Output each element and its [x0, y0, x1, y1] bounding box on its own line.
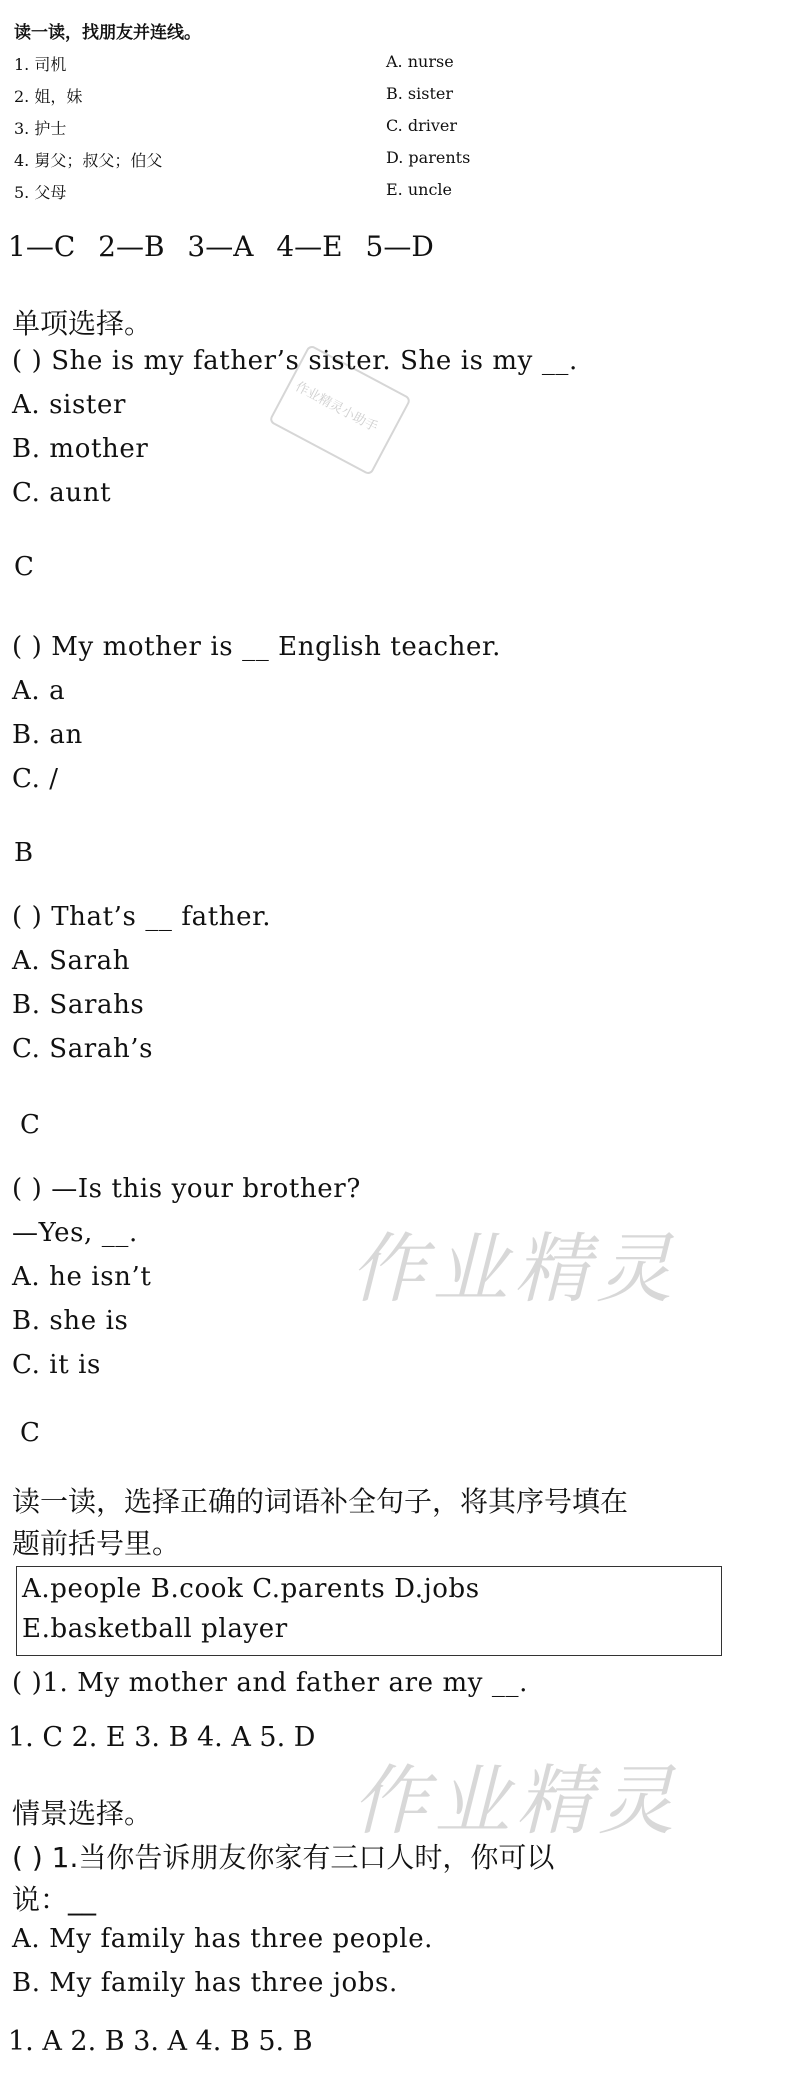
- match-right-e: E. uncle: [386, 180, 453, 199]
- question-2-answer: B: [14, 838, 34, 868]
- match-left-2: 2. 姐，妹: [14, 87, 83, 106]
- section4-option-b: B. My family has three jobs.: [12, 1968, 398, 1998]
- question-3-answer: C: [20, 1110, 41, 1140]
- match-left-3: 3. 护士: [14, 119, 67, 138]
- section3-answer: 1. C 2. E 3. B 4. A 5. D: [8, 1722, 316, 1753]
- match-right-a: A. nurse: [386, 52, 454, 71]
- section4-question-1-line2: 说：__: [12, 1883, 97, 1916]
- question-2-stem: ( ) My mother is __ English teacher.: [12, 632, 501, 662]
- word-bank-line1: A.people B.cook C.parents D.jobs: [22, 1574, 480, 1604]
- question-1-stem: ( ) She is my father’s sister. She is my __.: [12, 346, 578, 376]
- section4-question-1-line1: ( ) 1.当你告诉朋友你家有三口人时，你可以: [12, 1841, 555, 1874]
- match-left-1: 1. 司机: [14, 55, 67, 74]
- question-3-stem: ( ) That’s __ father.: [12, 902, 272, 932]
- match-right-b: B. sister: [386, 84, 454, 103]
- question-2-option-b: B. an: [12, 720, 83, 750]
- section4-option-a: A. My family has three people.: [12, 1924, 434, 1954]
- section2-title: 单项选择。: [12, 307, 153, 340]
- watermark-1: 作业精灵: [350, 1224, 678, 1313]
- question-1-option-b: B. mother: [12, 434, 149, 464]
- question-3-option-c: C. Sarah’s: [12, 1034, 154, 1064]
- question-4-stem: ( ) —Is this your brother?: [12, 1174, 361, 1204]
- section3-title-line2: 题前括号里。: [12, 1527, 181, 1560]
- question-1-answer: C: [14, 552, 35, 582]
- section3-question-1: ( )1. My mother and father are my __.: [12, 1668, 528, 1698]
- section1-title: 读一读，找朋友并连线。: [14, 23, 201, 43]
- watermark-stamp-text: 作业精灵小助手: [292, 379, 380, 436]
- section4-answer: 1. A 2. B 3. A 4. B 5. B: [8, 2026, 313, 2057]
- question-1-option-a: A. sister: [12, 390, 126, 420]
- match-left-4: 4. 舅父；叔父；伯父: [14, 151, 163, 170]
- section4-title: 情景选择。: [12, 1797, 153, 1830]
- question-4-stem2: —Yes, __.: [12, 1218, 138, 1248]
- question-3-option-a: A. Sarah: [12, 946, 131, 976]
- section3-title-line1: 读一读，选择正确的词语补全句子，将其序号填在: [12, 1485, 629, 1518]
- section1-answer: 1—C 2—B 3—A 4—E 5—D: [8, 230, 434, 263]
- question-3-option-b: B. Sarahs: [12, 990, 145, 1020]
- word-bank-line2: E.basketball player: [22, 1614, 288, 1644]
- watermark-2: 作业精灵: [352, 1756, 680, 1845]
- question-1-option-c: C. aunt: [12, 478, 112, 508]
- question-4-option-c: C. it is: [12, 1350, 101, 1380]
- question-4-option-a: A. he isn’t: [12, 1262, 152, 1292]
- match-right-c: C. driver: [386, 116, 458, 135]
- match-left-5: 5. 父母: [14, 183, 67, 202]
- question-2-option-c: C. /: [12, 764, 59, 794]
- question-2-option-a: A. a: [12, 676, 66, 706]
- question-4-answer: C: [20, 1418, 41, 1448]
- question-4-option-b: B. she is: [12, 1306, 129, 1336]
- match-right-d: D. parents: [386, 148, 471, 167]
